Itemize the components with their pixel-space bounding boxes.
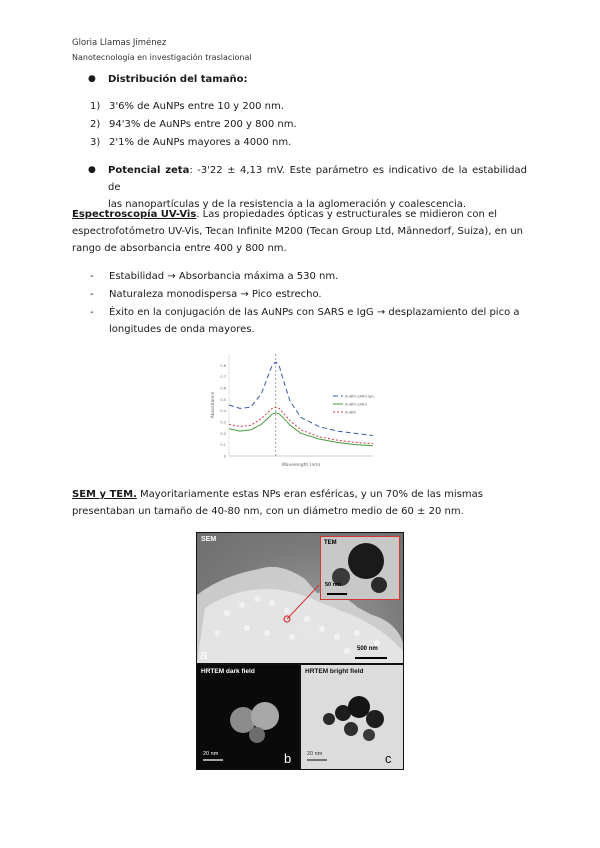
- y-tick-label: 0.5: [220, 397, 226, 402]
- hrtem-bright-field-panel: [301, 665, 403, 769]
- y-tick-label: 0.4: [220, 409, 226, 414]
- dark-field-scale-label: 20 nm: [203, 751, 219, 757]
- list-item: 3) 2'1% de AuNPs mayores a 4000 nm.: [90, 137, 292, 148]
- y-tick-label: 0.6: [220, 386, 226, 391]
- y-tick-label: 0: [223, 454, 226, 459]
- bullet-icon: ●: [88, 74, 96, 84]
- sem-scale-label: 500 nm: [357, 646, 378, 652]
- legend-label: AuNPs-SARS-IgG: [345, 394, 374, 399]
- size-distribution-title: Distribución del tamaño:: [108, 74, 248, 85]
- y-tick-label: 0.7: [220, 375, 226, 380]
- list-item: 1) 3'6% de AuNPs entre 10 y 200 nm.: [90, 101, 284, 112]
- tem-label: TEM: [324, 540, 337, 546]
- x-axis-label: Wavelength (nm): [281, 463, 321, 468]
- sem-tem-paragraph: SEM y TEM. Mayoritariamente estas NPs eran esféricas, y un 70% de las mismas presentaban un tamaño de 40-80 nm, con un diámetro medio de 60 ± 20 nm.: [72, 489, 483, 517]
- y-tick-label: 0.1: [220, 443, 226, 448]
- series-line: [229, 362, 373, 436]
- dark-field-label: HRTEM dark field: [201, 668, 255, 675]
- hrtem-dark-field-panel: [197, 665, 299, 769]
- tem-inset: [320, 536, 400, 600]
- uvvis-paragraph: Espectroscopía UV-Vis. Las propiedades ópticas y estructurales se midieron con el espectrofotómetro UV-Vis, Tecan Infinite M200 (Tecan Group Ltd, Männedorf, Suiza), en un rango de absorbancia entre 400 y 800 nm.: [72, 209, 523, 254]
- panel-c-label: c: [385, 751, 392, 766]
- absorbance-chart: [205, 348, 385, 472]
- document-subtitle: Nanotecnología en investigación traslacional: [72, 53, 252, 62]
- panel-a-label: a: [200, 647, 208, 662]
- legend-label: AuNPs-SARS: [345, 402, 367, 407]
- micrograph-figure: [196, 532, 404, 770]
- tem-scale-label: 50 nm: [325, 582, 341, 588]
- bright-field-scale-label: 20 nm: [307, 751, 323, 757]
- panel-b-label: b: [284, 751, 292, 766]
- y-tick-label: 0.2: [220, 431, 226, 436]
- y-tick-label: 0.3: [220, 420, 226, 425]
- bright-field-label: HRTEM bright field: [305, 668, 364, 675]
- sem-label: SEM: [201, 536, 217, 543]
- bullet-icon: ●: [88, 165, 96, 175]
- y-axis-label: Absorbance: [211, 391, 216, 419]
- tem-particle-image: [321, 537, 399, 599]
- author-name: Gloria Llamas Jiménez: [72, 38, 167, 48]
- list-item: 2) 94'3% de AuNPs entre 200 y 800 nm.: [90, 119, 297, 130]
- sem-panel: [197, 533, 403, 663]
- y-tick-label: 0.8: [220, 363, 226, 368]
- zeta-paragraph: Potencial zeta: -3'22 ± 4,13 mV. Este parámetro es indicativo de la estabilidad de las nanopartículas y de la resistencia a la aglomeración y coalescencia.: [108, 165, 527, 210]
- legend-label: AuNPs: [345, 410, 357, 415]
